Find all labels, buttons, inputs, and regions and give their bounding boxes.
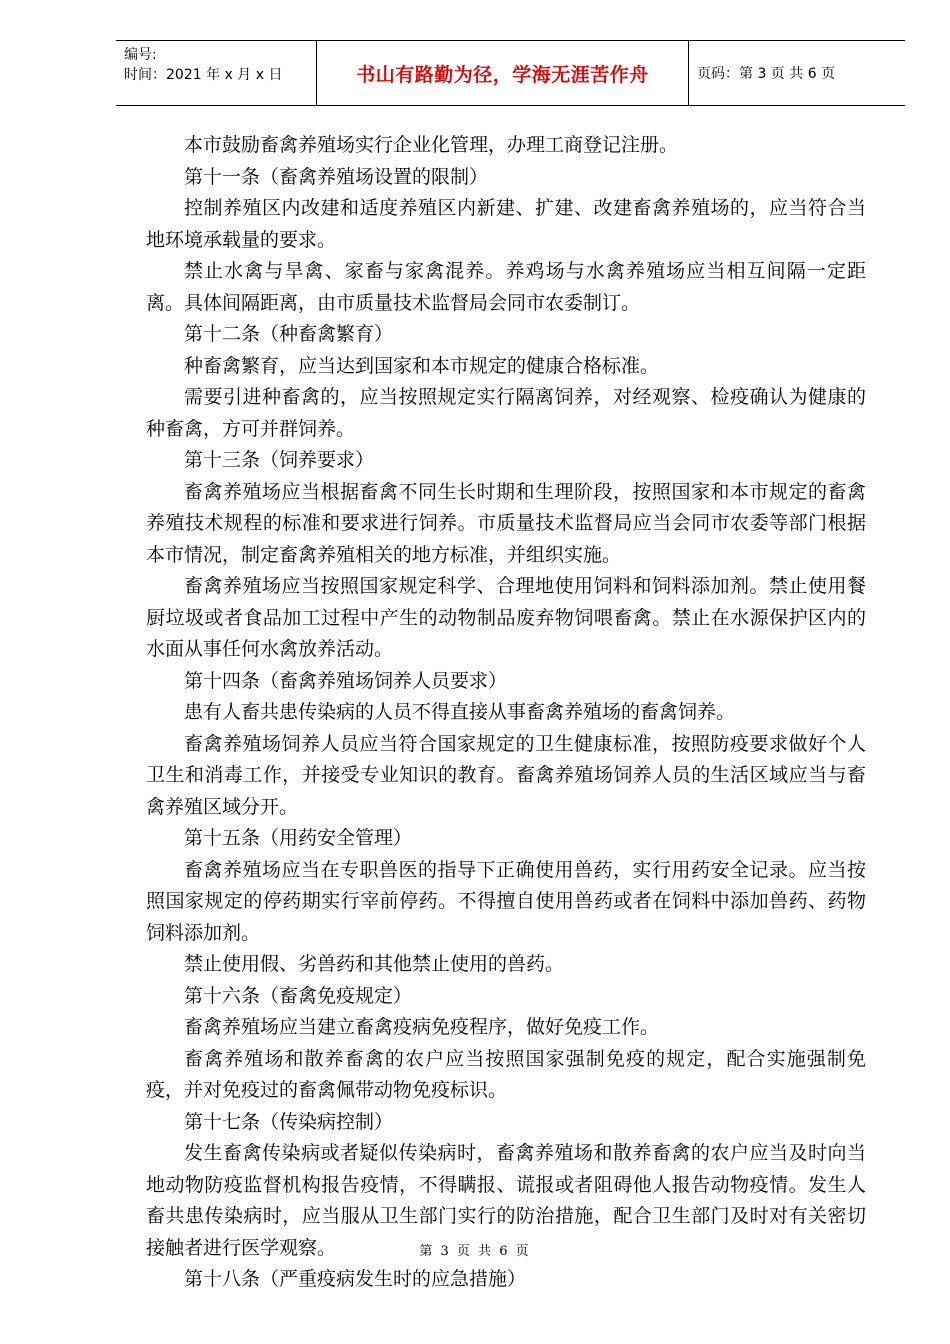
header-page-cell bbox=[689, 41, 905, 105]
paragraph: 种畜禽繁育，应当达到国家和本市规定的健康合格标准。 bbox=[184, 354, 660, 377]
article-heading: 第十四条（畜禽养殖场饲养人员要求） bbox=[184, 669, 508, 692]
document-time-label: 时间：2021 年 x 月 x 日 bbox=[124, 67, 283, 83]
paragraph: 控制养殖区内改建和适度养殖区内新建、扩建、改建畜禽养殖场的，应当符合当地环境承载量的要求。 bbox=[146, 197, 866, 251]
paragraph: 本市鼓励畜禽养殖场实行企业化管理，办理工商登记注册。 bbox=[184, 134, 679, 156]
paragraph: 发生畜禽传染病或者疑似传染病时，畜禽养殖场和散养畜禽的农户应当及时向当地动物防疫监督机构报告疫情，不得瞒报、谎报或者阻碍他人报告动物疫情。发生人畜共患传染病时，应当服从卫生部门实行的防治措施，配合卫生部门及时对有关密切接触者进行医学观察。 bbox=[146, 1142, 866, 1259]
header-page-label: 页码：第 3 页 共 6 页 bbox=[697, 66, 836, 82]
paragraph: 畜禽养殖场应当在专职兽医的指导下正确使用兽药，实行用药安全记录。应当按照国家规定的停药期实行宰前停药。不得擅自使用兽药或者在饲料中添加兽药、药物饲料添加剂。 bbox=[146, 858, 866, 944]
paragraph: 畜禽养殖场饲养人员应当符合国家规定的卫生健康标准，按照防疫要求做好个人卫生和消毒工作，并接受专业知识的教育。畜禽养殖场饲养人员的生活区域应当与畜禽养殖区域分开。 bbox=[146, 732, 866, 818]
article-heading: 第十三条（饲养要求） bbox=[184, 449, 375, 471]
paragraph: 禁止使用假、劣兽药和其他禁止使用的兽药。 bbox=[184, 953, 565, 975]
article-heading: 第十六条（畜禽免疫规定） bbox=[184, 984, 413, 1007]
paragraph: 禁止水禽与旱禽、家畜与家禽混养。养鸡场与水禽养殖场应当相互间隔一定距离。具体间隔距离，由市质量技术监督局会同市农委制订。 bbox=[146, 260, 866, 314]
paragraph: 畜禽养殖场应当根据畜禽不同生长时期和生理阶段，按照国家和本市规定的畜禽养殖技术规程的标准和要求进行饲养。市质量技术监督局应当会同市农委等部门根据本市情况，制定畜禽养殖相关的地方标准，并组织实施。 bbox=[146, 480, 866, 566]
document-code-label: 编号: bbox=[124, 47, 157, 63]
document-body bbox=[146, 130, 866, 1296]
header-slogan: 书山有路勤为径，学海无涯苦作舟 bbox=[356, 63, 649, 86]
article-heading: 第十二条（种畜禽繁育） bbox=[184, 323, 394, 345]
paragraph: 需要引进种畜禽的，应当按照规定实行隔离饲养，对经观察、检疫确认为健康的种畜禽，方可并群饲养。 bbox=[146, 386, 866, 440]
article-heading: 第十五条（用药安全管理） bbox=[184, 827, 413, 849]
paragraph: 畜禽养殖场和散养畜禽的农户应当按照国家强制免疫的规定，配合实施强制免疫，并对免疫过的畜禽佩带动物免疫标识。 bbox=[146, 1047, 866, 1101]
page-footer bbox=[0, 1240, 950, 1259]
paragraph: 患有人畜共患传染病的人员不得直接从事畜禽养殖场的畜禽饲养。 bbox=[184, 701, 736, 723]
article-heading: 第十一条（畜禽养殖场设置的限制） bbox=[184, 165, 489, 188]
article-heading: 第十七条（传染病控制） bbox=[184, 1110, 394, 1133]
footer-page-number: 第 3 页 共 6 页 bbox=[419, 1244, 531, 1259]
article-heading: 第十八条（严重疫病发生时的应急措施） bbox=[184, 1268, 527, 1290]
paragraph: 畜禽养殖场应当按照国家规定科学、合理地使用饲料和饲料添加剂。禁止使用餐厨垃圾或者食品加工过程中产生的动物制品废弃物饲喂畜禽。禁止在水源保护区内的水面从事任何水禽放养活动。 bbox=[146, 575, 866, 660]
header-slogan-cell bbox=[317, 41, 689, 105]
header-meta-cell bbox=[116, 41, 317, 105]
page-header bbox=[116, 40, 905, 106]
paragraph: 畜禽养殖场应当建立畜禽疫病免疫程序，做好免疫工作。 bbox=[184, 1016, 660, 1038]
